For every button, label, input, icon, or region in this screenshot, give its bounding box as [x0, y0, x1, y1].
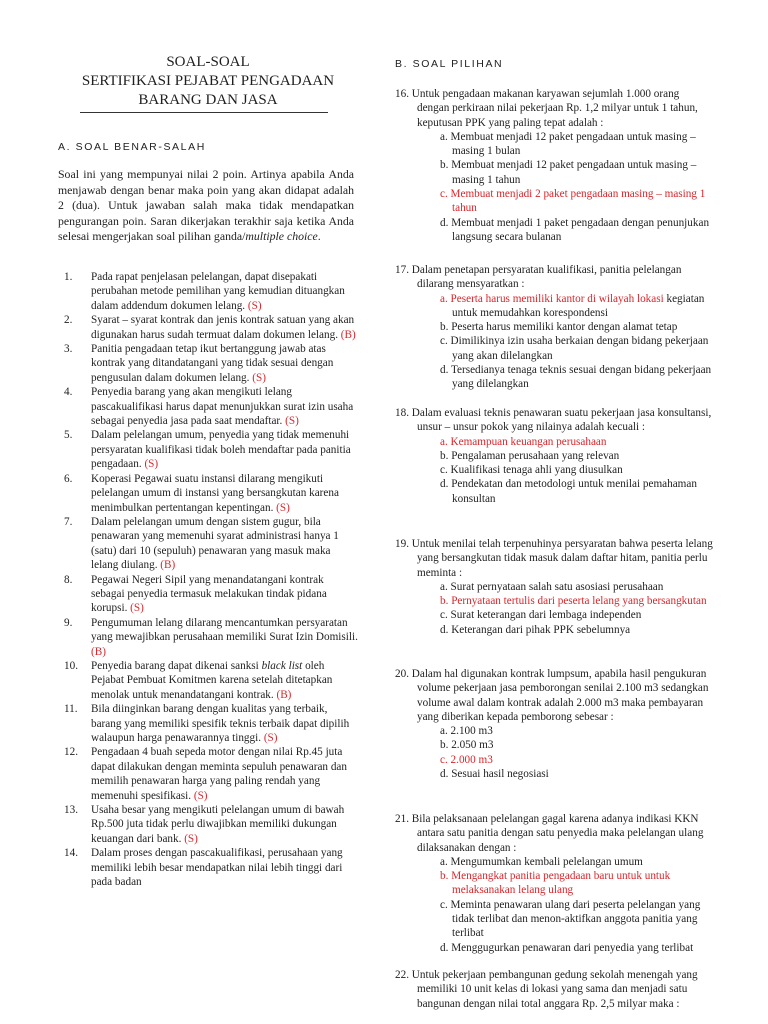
tf-item-number: 7. [64, 515, 73, 528]
option [417, 130, 713, 159]
intro-emphasis: multiple choice [245, 229, 318, 244]
question-text: Untuk pengadaan makanan karyawan sejumlah 1.000 orang dengan perkiraan nilai pekerjaan Rp. 1,2 milyar untuk 1 tahun, keputusan PPK yang paling tepat adalah : [411, 88, 698, 129]
tf-item-text: Dalam pelelangan umum dengan sistem gugur, bila penawaran yang memenuhi syarat administrasi hanya 1 (satu) dari 10 (sepuluh) penawaran yang masuk maka lelang diulang. [91, 515, 339, 572]
question-number: 18. [395, 407, 409, 419]
option-text: d. Membuat menjadi 1 paket pengadaan dengan penunjukan langsung secara bulanan [440, 216, 710, 243]
document-title [58, 53, 358, 110]
option-correct [417, 187, 713, 216]
tf-item-body [91, 386, 353, 427]
tf-item-number: 11. [64, 703, 78, 716]
tf-item [58, 385, 358, 428]
option-correct [417, 435, 713, 449]
tf-item-body [91, 746, 347, 801]
intro-text: Soal ini yang mempunyai nilai 2 poin. Artinya apabila Anda menjawab dengan benar maka poin yang akan didapat adalah 2 (dua). Untuk jawaban salah maka tidak mendapatkan pengurangan poin. Saran dikerjakan terakhir saja ketika Anda selesai mengerjakan soal pilihan ganda/ [58, 167, 354, 244]
tf-item-answer: (S) [247, 299, 262, 312]
option [417, 580, 713, 594]
option-text: a. Peserta harus memiliki kantor di wilayah lokasi [440, 292, 664, 305]
tf-item-number: 1. [64, 271, 73, 283]
option [417, 449, 713, 463]
question-stem [395, 537, 713, 580]
tf-item-text: Pada rapat penjelasan pelelangan, dapat disepakati perubahan metode pemilihan yang kemudian dituangkan dalam addendum dokumen lelang. [91, 271, 345, 312]
option [417, 738, 713, 752]
option-text: a. Membuat menjadi 12 paket pengadaan untuk masing – masing 1 bulan [440, 130, 696, 158]
tf-item-text-pre: Penyedia barang dapat dikenai sanksi [91, 659, 262, 672]
tf-item-answer: (B) [91, 645, 106, 658]
tf-item [58, 659, 358, 702]
option [417, 158, 713, 187]
question-text: Dalam evaluasi teknis penawaran suatu pekerjaan jasa konsultansi, unsur – unsur pokok yang nilainya adalah kecuali : [411, 407, 712, 434]
title-line-2: SERTIFIKASI PEJABAT PENGADAAN [81, 73, 335, 89]
tf-item-text: Syarat – syarat kontrak dan jenis kontrak satuan yang akan digunakan harus sudah termuat dalam dokumen lelang. [91, 314, 355, 341]
option [417, 216, 713, 245]
tf-item-body [91, 804, 344, 845]
tf-item [58, 573, 358, 616]
tf-item [58, 342, 358, 385]
tf-item-text: Pengadaan 4 buah sepeda motor dengan nilai Rp.45 juta dapat dilakukan dengan meminta sepuluh penawaran dan memilih penawaran harga yang paling rendah yang memenuhi spesifikasi. [91, 746, 347, 802]
tf-item-text: Pegawai Negeri Sipil yang menandatangani kontrak sebagai penyedia termasuk melakukan tindak pidana korupsi. [91, 573, 327, 615]
option-text: c. Dimilikinya izin usaha berkaian dengan bidang pekerjaan yang akan dilelangkan [440, 335, 709, 362]
option [417, 767, 713, 781]
question-text: Untuk menilai telah terpenuhinya persyaratan bahwa peserta lelang yang bersangkutan tidak masuk dalam daftar hitam, panitia perlu meminta : [411, 538, 713, 579]
option-text: a. Kemampuan keuangan perusahaan [440, 435, 607, 448]
option-text: c. Surat keterangan dari lembaga independen [440, 609, 642, 622]
question-stem [395, 968, 713, 1011]
option [417, 608, 713, 622]
tf-item-text: Penyedia barang yang akan mengikuti lelang pascakualifikasi harus dapat menunjukkan surat izin usaha sebagai penyedia jasa pada saat mendaftar. [91, 386, 354, 428]
option-correct [417, 292, 713, 321]
option-text: d. Pendekatan dan metodologi untuk menilai pemahaman konsultan [440, 478, 697, 505]
tf-item-text: Dalam pelelangan umum, penyedia yang tidak memenuhi persyaratan kualifikasi tidak boleh mendaftar pada panitia pengadaan. [91, 429, 351, 471]
tf-item-number: 13. [64, 804, 78, 817]
tf-item [58, 803, 358, 846]
tf-item-text: Panitia pengadaan tetap ikut bertanggung jawab atas kontrak yang ditandatangani yang tidak sesuai dengan pengusulan dalam dokumen lelang. [91, 343, 334, 384]
question-number: 22. [395, 969, 409, 981]
option [417, 334, 713, 363]
tf-item-answer: (S) [263, 732, 278, 744]
tf-item-text: Bila diinginkan barang dengan kualitas yang terbaik, barang yang memiliki spesifik teknis terbaik dapat dipilih walaupun harga penawarannya tinggi. [91, 703, 350, 744]
title-line-1: SOAL-SOAL [166, 54, 250, 70]
tf-item [58, 515, 358, 573]
option-text: d. Menggugurkan penawaran dari penyedia yang terlibat [440, 941, 694, 954]
option-text: c. 2.000 m3 [440, 753, 493, 766]
option [417, 363, 713, 392]
option-text: b. Mengangkat panitia pengadaan baru untuk untuk melaksanakan lelang ulang [440, 870, 671, 897]
option-correct [417, 594, 713, 608]
tf-item-number: 12. [64, 746, 78, 759]
tf-item-emphasis: black list [261, 659, 303, 672]
tf-item-number: 4. [64, 386, 73, 399]
option [417, 463, 713, 477]
question-text: Untuk pekerjaan pembangunan gedung sekolah menengah yang memiliki 10 unit kelas di lokasi yang sama dan menjadi satu bangunan dengan nilai total anggara Rp. 2,5 milyar maka : [411, 969, 698, 1010]
tf-item-body [91, 703, 349, 744]
tf-item-answer: (S) [184, 832, 198, 845]
tf-item-body [91, 847, 343, 888]
true-false-list [58, 270, 358, 889]
tf-item [58, 846, 358, 889]
question-block [395, 812, 713, 955]
option [417, 855, 713, 869]
title-divider [80, 112, 328, 113]
option-text: b. Membuat menjadi 12 paket pengadaan untuk masing – masing 1 tahun [440, 159, 697, 186]
tf-item-text: oleh Pejabat Pembuat Komitmen karena setelah ditetapkan menolak untuk menandatangani kontrak. [91, 659, 333, 701]
tf-item-text: Usaha besar yang mengikuti pelelangan umum di bawah Rp.500 juta tidak perlu diwajibkan memiliki dukungan keuangan dari bank. [91, 804, 345, 845]
tf-item-text: Koperasi Pegawai suatu instansi dilarang mengikuti pelelangan umum di instansi yang bersangkutan karena menimbulkan pertentangan kepentingan. [91, 472, 339, 514]
question-block [395, 406, 713, 506]
section-a-heading: A. SOAL BENAR-SALAH [58, 141, 206, 153]
option [417, 320, 713, 334]
question-number: 17. [395, 264, 409, 276]
question-block [395, 263, 713, 392]
option [417, 724, 713, 738]
option [417, 898, 713, 941]
question-stem [395, 667, 713, 724]
question-stem [395, 87, 713, 130]
tf-item-number: 9. [64, 616, 73, 629]
option-text: b. Pernyataan tertulis dari peserta lelang yang bersangkutan [440, 595, 707, 608]
tf-item-answer: (B) [276, 688, 292, 701]
question-block [395, 537, 713, 637]
tf-item-number: 2. [64, 314, 73, 327]
tf-item-body [91, 473, 339, 514]
tf-item-body [91, 617, 358, 658]
question-stem [395, 406, 713, 435]
tf-item-body [91, 314, 356, 340]
option [417, 623, 713, 637]
tf-item-answer: (S) [144, 458, 159, 471]
tf-item-text: Pengumuman lelang dilarang mencantumkan persyaratan yang mewajibkan perusahaan memiliki Surat Izin Domisili. [91, 616, 358, 644]
question-text: Dalam penetapan persyaratan kualifikasi, panitia pelelangan dilarang mensyaratkan : [411, 264, 682, 291]
option-correct [417, 753, 713, 767]
question-block [395, 87, 713, 244]
option-text: a. Mengumumkan kembali pelelangan umum [440, 855, 643, 868]
option-text: b. 2.050 m3 [440, 739, 494, 752]
option-text: a. 2.100 m3 [440, 725, 493, 738]
tf-item-body [91, 574, 327, 615]
question-number: 19. [395, 538, 409, 550]
tf-item-body [91, 660, 332, 701]
question-block [395, 968, 713, 1011]
tf-item-body [91, 343, 333, 384]
question-number: 16. [395, 88, 409, 100]
option-text-cont: kegiatan untuk memudahkan korespondensi [452, 292, 705, 319]
question-text: Bila pelaksanaan pelelangan gagal karena adanya indikasi KKN antara satu panitia dengan satu penyedia maka pelelangan ulang dilaksanakan dengan : [411, 813, 704, 854]
tf-item-answer: (B) [340, 328, 356, 341]
question-text: Dalam hal digunakan kontrak lumpsum, apabila hasil pengukuran volume pekerjaan jasa pemborongan senilai 2.100 m3 sedangkan volume awal dalam kontrak adalah 2.000 m3 maka pembayaran yang diberikan kepada pemborong sebesar : [411, 668, 709, 723]
tf-item-answer: (S) [252, 371, 266, 384]
tf-item-answer: (B) [160, 559, 176, 572]
tf-item-body [91, 271, 345, 312]
option-text: d. Sesuai hasil negosiasi [440, 768, 549, 781]
tf-item [58, 472, 358, 515]
option-text: c. Membuat menjadi 2 paket pengadaan masing – masing 1 tahun [440, 188, 706, 215]
option-text: d. Tersedianya tenaga teknis sesuai dengan bidang pekerjaan yang dilelangkan [440, 364, 712, 391]
question-block [395, 667, 713, 781]
title-line-3: BARANG DAN JASA [138, 92, 278, 108]
tf-item-answer: (S) [276, 501, 290, 514]
option-correct [417, 869, 713, 898]
option-text: d. Keterangan dari pihak PPK sebelumnya [440, 623, 631, 636]
option-text: b. Pengalaman perusahaan yang relevan [440, 449, 620, 462]
tf-item-number: 6. [64, 472, 73, 485]
tf-item-body [91, 516, 339, 571]
tf-item [58, 270, 358, 313]
tf-item-body [91, 429, 351, 470]
tf-item-number: 10. [64, 659, 78, 672]
tf-item [58, 313, 358, 342]
question-number: 20. [395, 668, 409, 680]
tf-item [58, 616, 358, 659]
intro-end: . [317, 229, 321, 244]
option-text: c. Kualifikasi tenaga ahli yang diusulkan [440, 464, 623, 477]
tf-item-answer: (S) [193, 789, 208, 802]
section-a-intro [58, 167, 354, 245]
tf-item-number: 8. [64, 573, 73, 586]
tf-item-number: 5. [64, 429, 73, 442]
question-number: 21. [395, 813, 409, 825]
tf-item [58, 428, 358, 471]
tf-item-answer: (S) [285, 415, 299, 428]
section-b-heading: B. SOAL PILIHAN [395, 58, 504, 70]
tf-item-number: 3. [64, 343, 73, 356]
option-text: c. Meminta penawaran ulang dari peserta pelelangan yang tidak terlibat dan menon-aktifkan anggota panitia yang terlibat [440, 898, 701, 940]
option-text: b. Peserta harus memiliki kantor dengan alamat tetap [440, 321, 678, 334]
tf-item-number: 14. [64, 847, 78, 860]
tf-item-answer: (S) [130, 602, 144, 615]
option [417, 941, 713, 955]
question-stem [395, 263, 713, 292]
tf-item-text: Dalam proses dengan pascakualifikasi, perusahaan yang memiliki lebih besar mendapatkan nilai lebih tinggi dari pada badan [91, 847, 343, 889]
tf-item [58, 745, 358, 803]
question-stem [395, 812, 713, 855]
option-text: a. Surat pernyataan salah satu asosiasi perusahaan [440, 580, 664, 593]
option [417, 477, 713, 506]
tf-item [58, 702, 358, 745]
